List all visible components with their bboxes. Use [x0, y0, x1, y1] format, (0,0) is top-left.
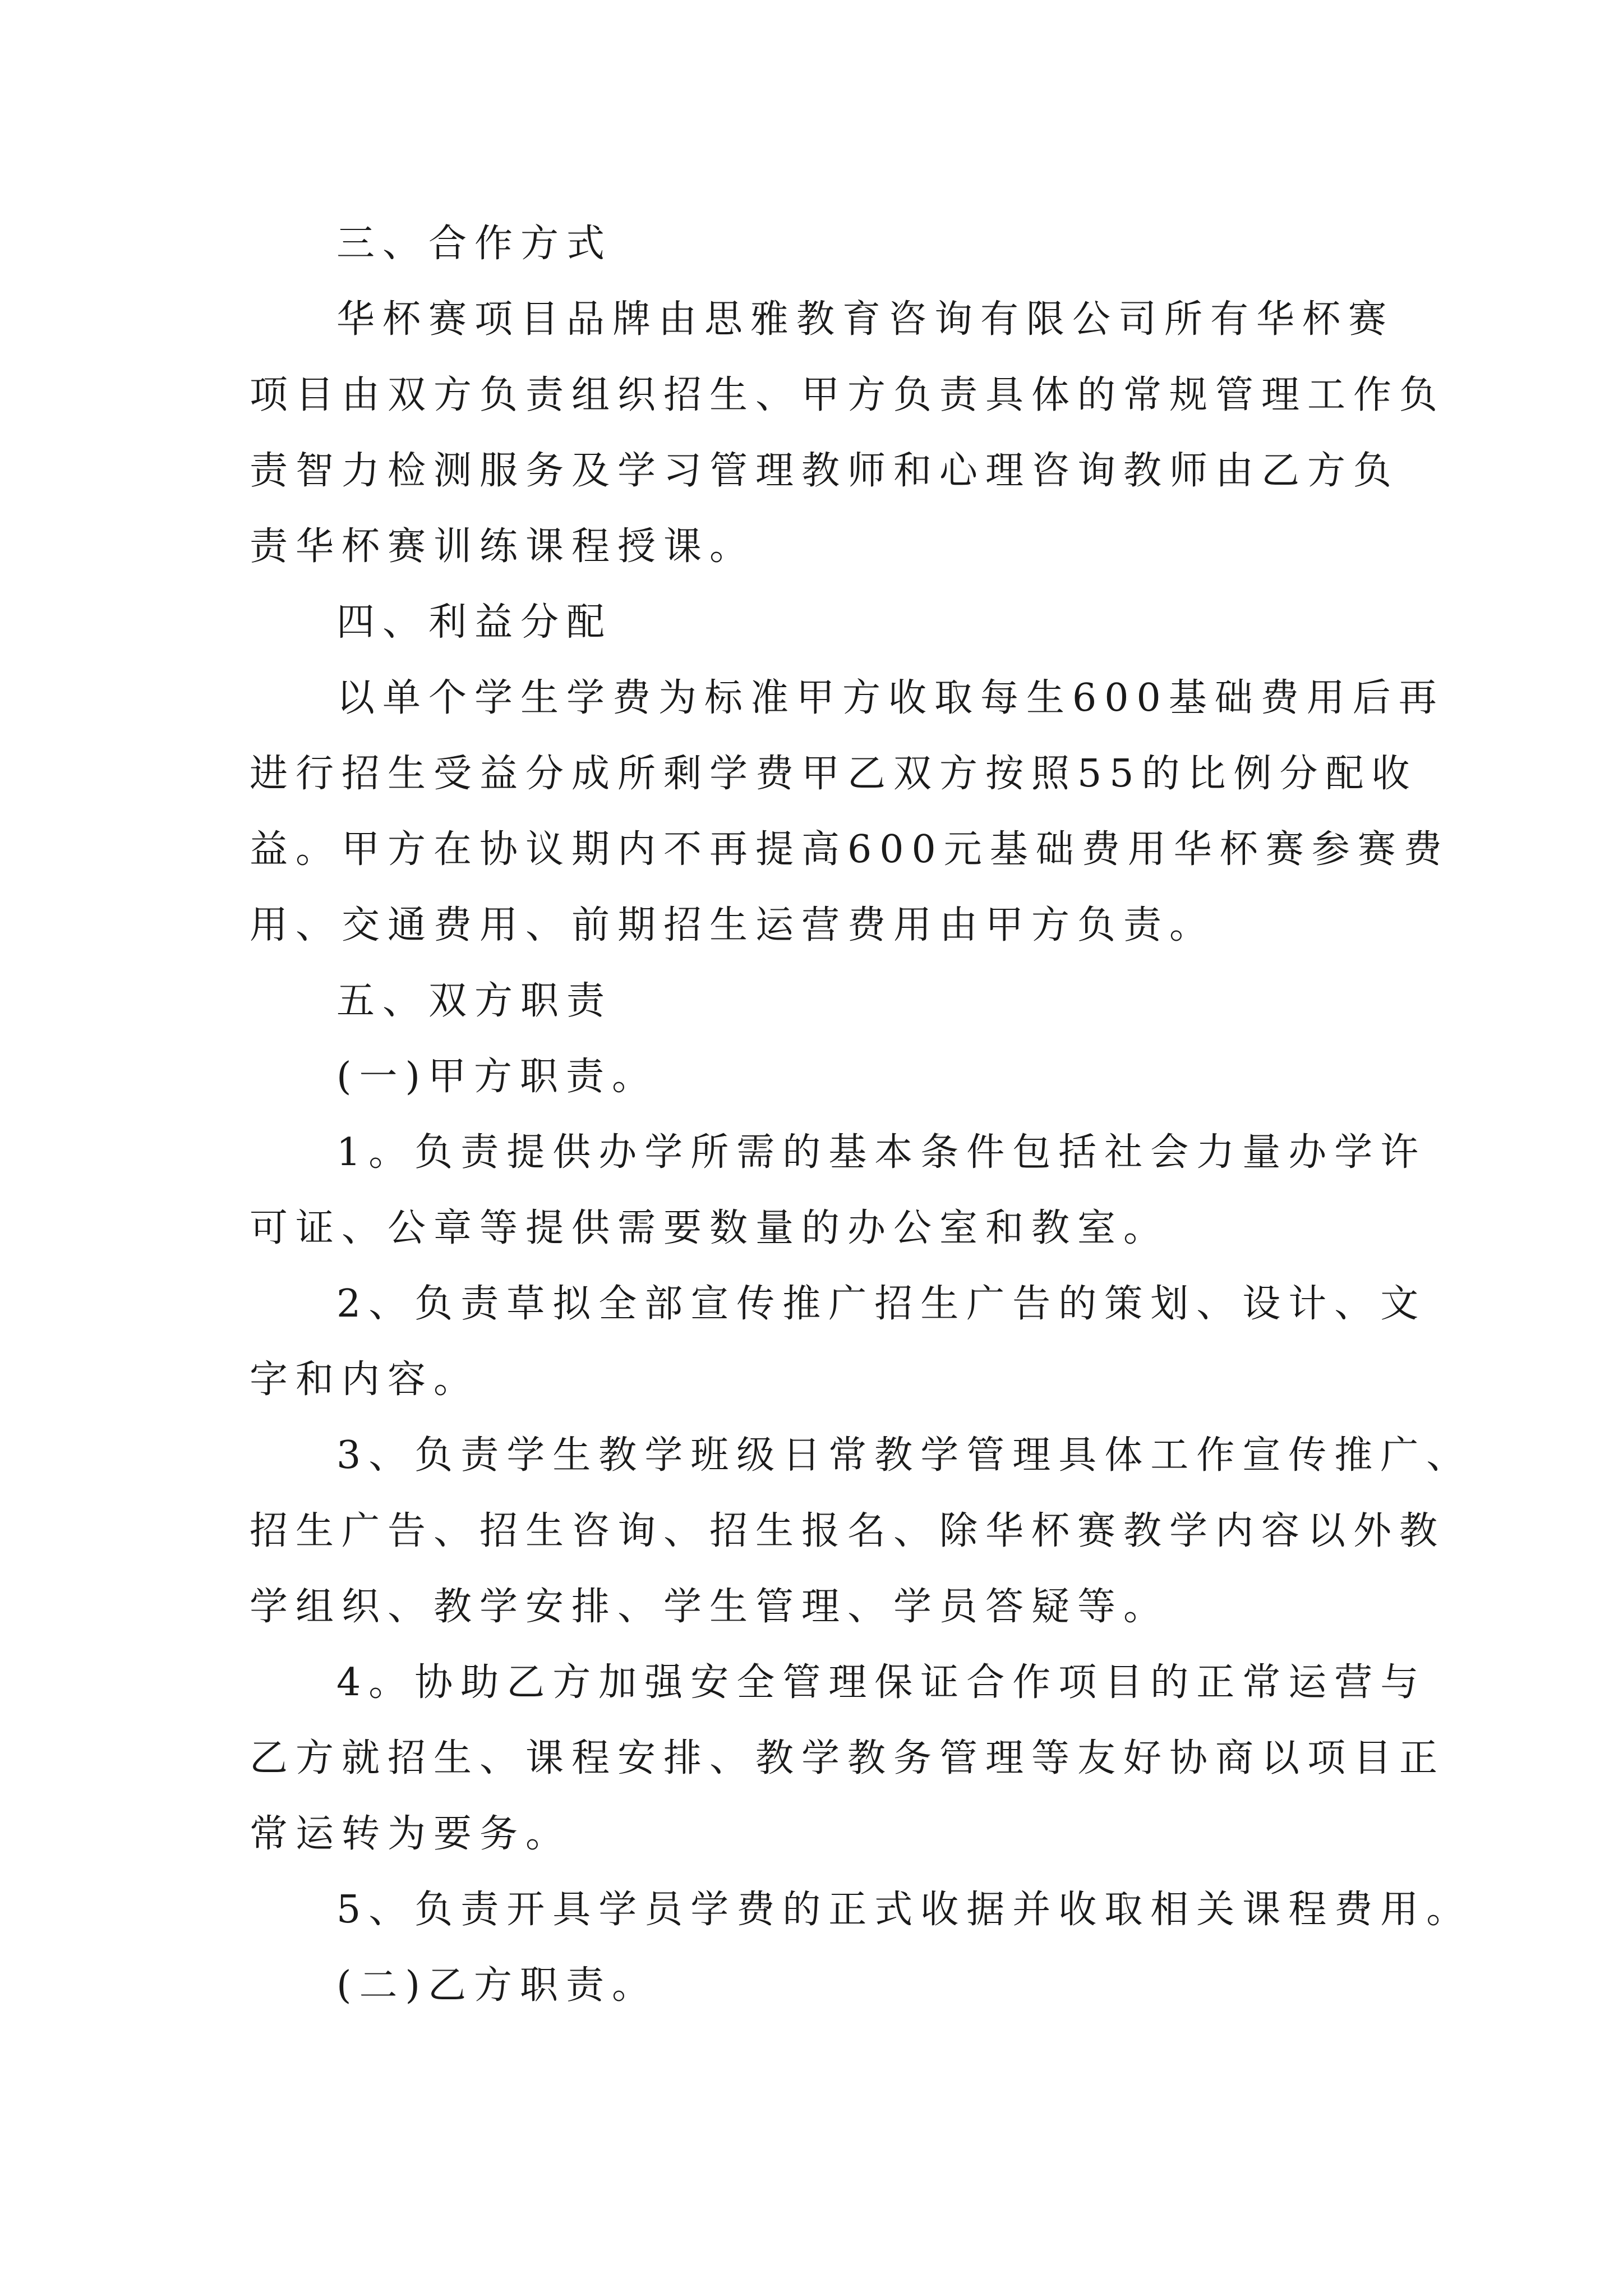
paragraph-line: 招生广告、招生咨询、招生报名、除华杯赛教学内容以外教	[250, 1509, 1446, 1553]
paragraph-line: 责华杯赛训练课程授课。	[250, 524, 756, 569]
section-heading-duties: 五、双方职责	[336, 979, 613, 1023]
list-item-1: 1。负责提供办学所需的基本条件包括社会力量办学许	[336, 1130, 1427, 1175]
paragraph-line: 益。甲方在协议期内不再提高600元基础费用华杯赛参赛费	[250, 827, 1450, 872]
paragraph-line: 学组织、教学安排、学生管理、学员答疑等。	[250, 1585, 1170, 1629]
section-heading-cooperation: 三、合作方式	[336, 222, 613, 266]
paragraph-line: 项目由双方负责组织招生、甲方负责具体的常规管理工作负	[250, 373, 1446, 417]
section-heading-profit: 四、利益分配	[336, 600, 613, 645]
subheading-party-a: (一)甲方职责。	[336, 1055, 658, 1099]
list-item-4: 4。协助乙方加强安全管理保证合作项目的正常运营与	[336, 1660, 1427, 1705]
paragraph-line: 以单个学生学费为标准甲方收取每生600基础费用后再	[336, 676, 1445, 720]
paragraph-line: 华杯赛项目品牌由思雅教育咨询有限公司所有华杯赛	[336, 297, 1395, 342]
subheading-party-b: (二)乙方职责。	[336, 1963, 658, 2008]
paragraph-line: 责智力检测服务及学习管理教师和心理咨询教师由乙方负	[250, 449, 1400, 493]
paragraph-line: 乙方就招生、课程安排、教学教务管理等友好协商以项目正	[250, 1736, 1446, 1780]
list-item-2: 2、负责草拟全部宣传推广招生广告的策划、设计、文	[336, 1282, 1427, 1326]
list-item-5: 5、负责开具学员学费的正式收据并收取相关课程费用。	[336, 1888, 1473, 1932]
paragraph-line: 常运转为要务。	[250, 1812, 572, 1856]
paragraph-line: 用、交通费用、前期招生运营费用由甲方负责。	[250, 903, 1216, 947]
paragraph-line: 字和内容。	[250, 1358, 480, 1402]
paragraph-line: 可证、公章等提供需要数量的办公室和教室。	[250, 1206, 1170, 1250]
paragraph-line: 进行招生受益分成所剩学费甲乙双方按照55的比例分配收	[250, 752, 1418, 796]
list-item-3: 3、负责学生教学班级日常教学管理具体工作宣传推广、	[336, 1433, 1473, 1478]
